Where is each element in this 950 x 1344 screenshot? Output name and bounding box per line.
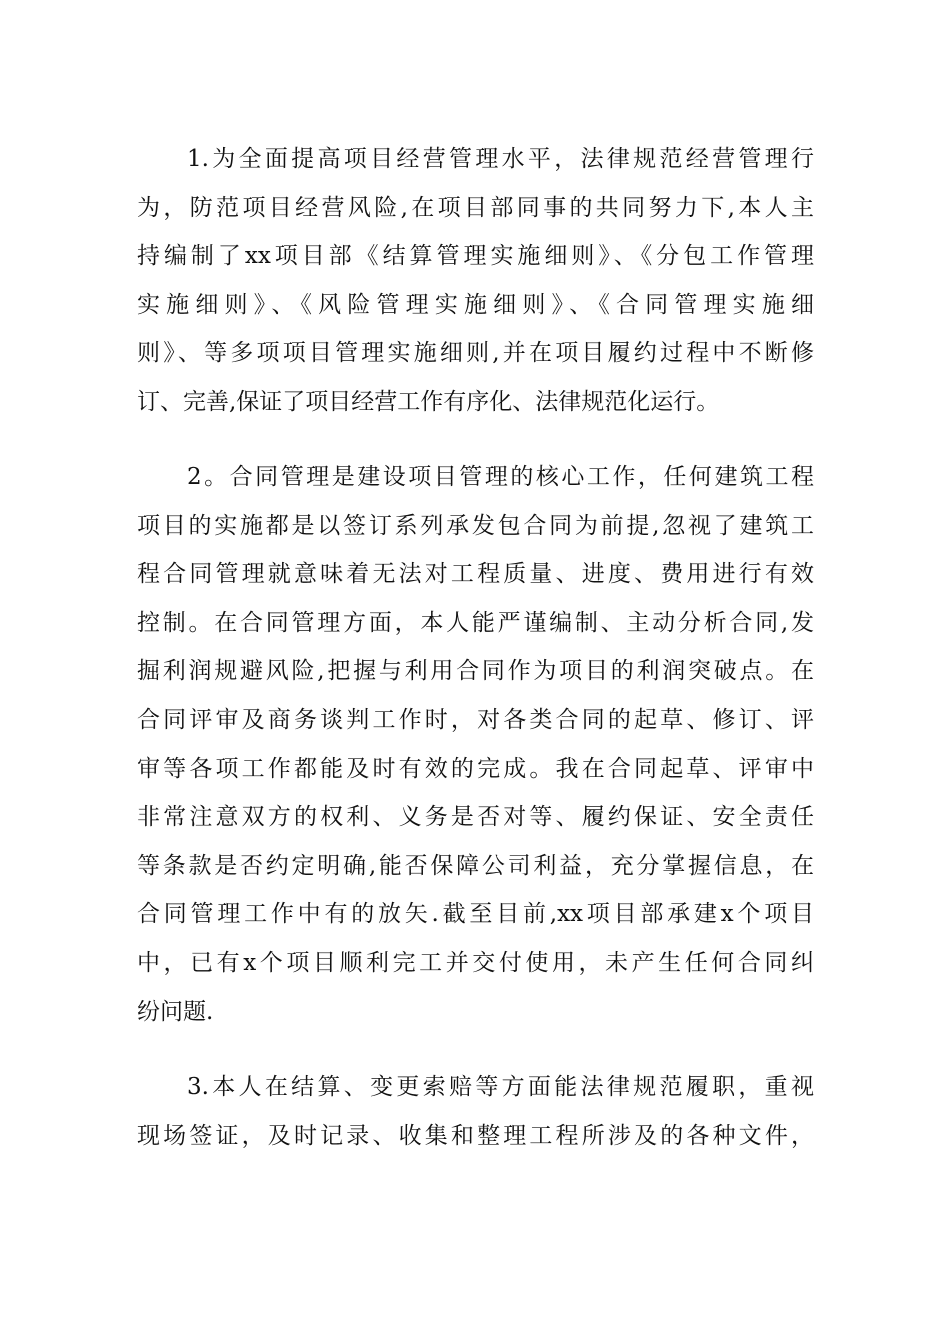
text-line: 3.本人在结算、变更索赔等方面能法律规范履职，重视 <box>187 1074 814 1100</box>
text-line: 合同评审及商务谈判工作时，对各类合同的起草、修订、评 <box>137 706 814 733</box>
text-line: 合同管理工作中有的放矢.截至目前,xx项目部承建x个项目 <box>137 901 814 928</box>
text-line: 现场签证，及时记录、收集和整理工程所涉及的各种文件， <box>137 1122 814 1149</box>
text-line: 等条款是否约定明确,能否保障公司利益，充分掌握信息，在 <box>137 852 814 879</box>
text-line: 程合同管理就意味着无法对工程质量、进度、费用进行有效 <box>137 561 814 588</box>
text-line: 纷问题. <box>137 998 214 1025</box>
text-line: 审等各项工作都能及时有效的完成。我在合同起草、评审中 <box>137 755 814 782</box>
text-line: 订、完善,保证了项目经营工作有序化、法律规范化运行。 <box>137 388 720 415</box>
text-line: 实施细则》、《风险管理实施细则》、《合同管理实施细 <box>137 291 814 318</box>
text-line: 则》、等多项项目管理实施细则,并在项目履约过程中不断修 <box>137 340 814 367</box>
paragraph-2 <box>137 453 814 1036</box>
text-line: 控制。在合同管理方面，本人能严谨编制、主动分析合同,发 <box>137 609 814 636</box>
paragraph-3 <box>137 1063 814 1160</box>
text-line: 1.为全面提高项目经营管理水平，法律规范经营管理行 <box>187 146 814 172</box>
text-line: 持编制了xx项目部《结算管理实施细则》、《分包工作管理 <box>137 243 814 270</box>
text-line: 为，防范项目经营风险,在项目部同事的共同努力下,本人主 <box>137 194 814 221</box>
text-line: 项目的实施都是以签订系列承发包合同为前提,忽视了建筑工 <box>137 512 814 539</box>
text-line: 非常注意双方的权利、义务是否对等、履约保证、安全责任 <box>137 804 814 831</box>
paragraph-1 <box>137 135 814 427</box>
text-line: 掘利润规避风险,把握与利用合同作为项目的利润突破点。在 <box>137 658 814 685</box>
text-line: 中，已有x个项目顺利完工并交付使用，未产生任何合同纠 <box>137 949 814 976</box>
text-line: 2。合同管理是建设项目管理的核心工作，任何建筑工程 <box>187 464 814 490</box>
